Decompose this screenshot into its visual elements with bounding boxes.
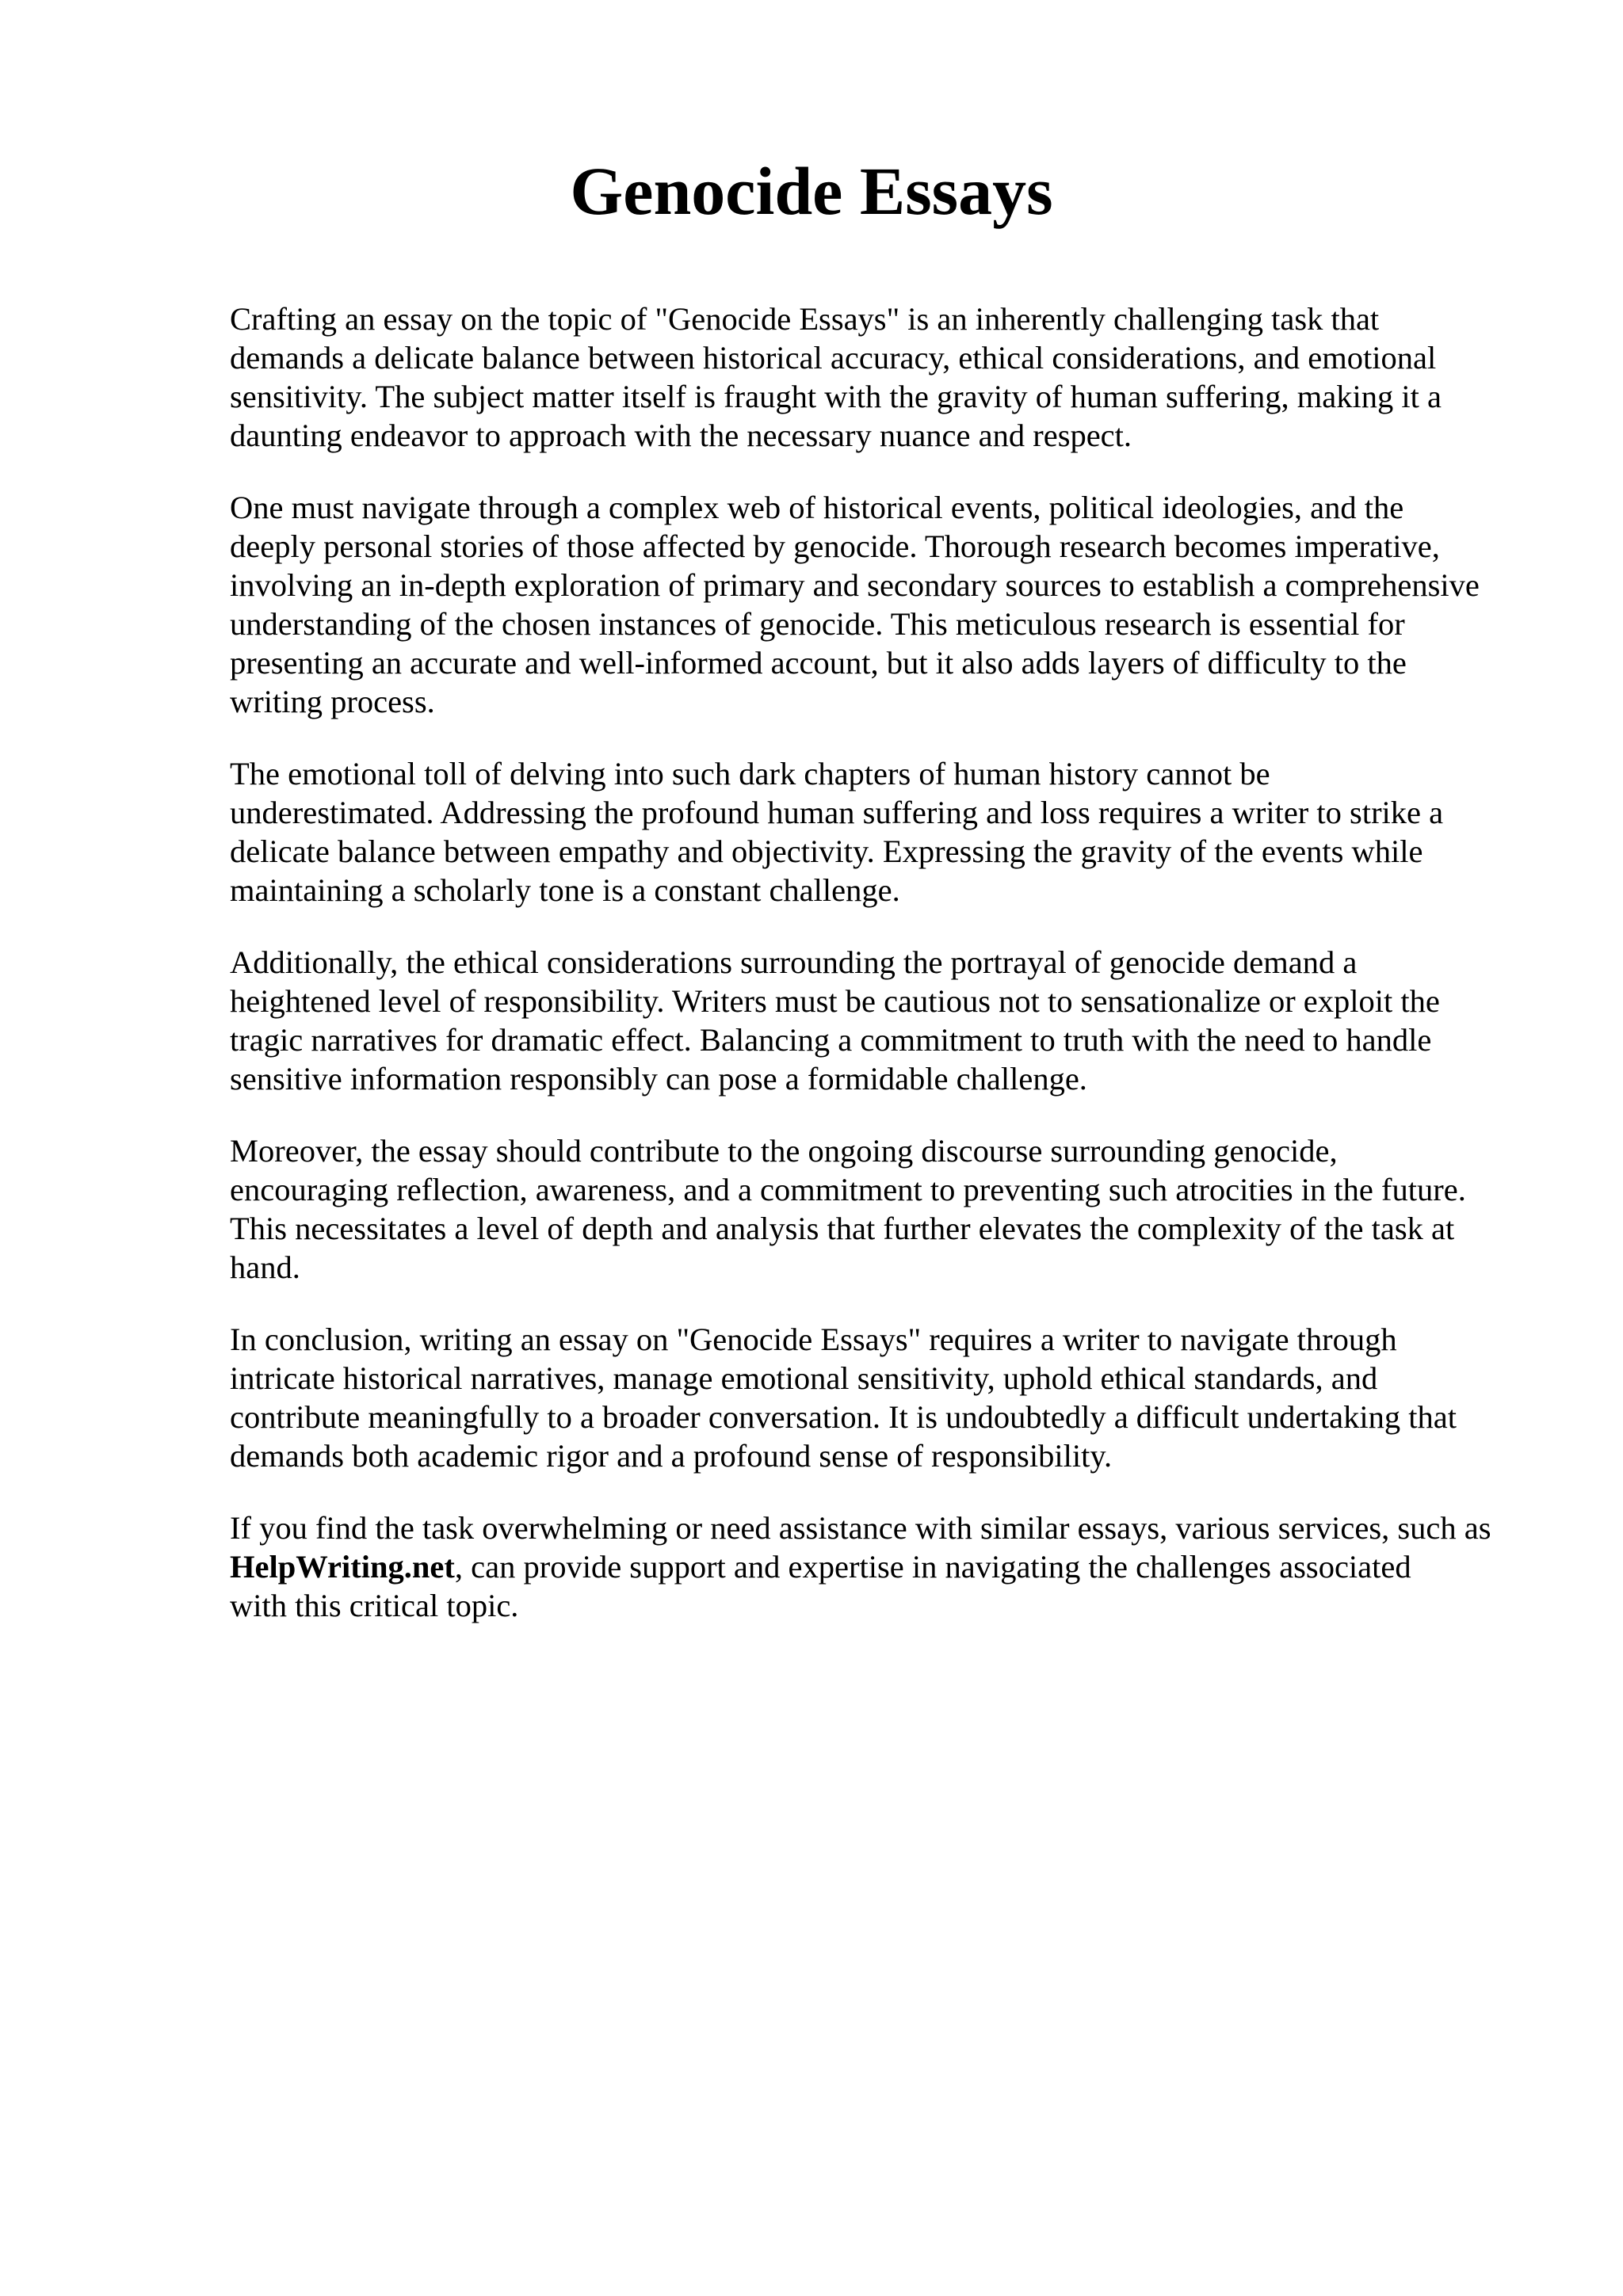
text-segment: , can provide support and expertise in navigating the challenges associated <box>454 1549 1411 1585</box>
text-line: writing process. <box>230 684 435 719</box>
paragraph-1 <box>230 299 1529 455</box>
document-title: Genocide Essays <box>570 153 1053 229</box>
text-line: One must navigate through a complex web of historical events, political ideologies, and the <box>230 490 1404 525</box>
paragraph-4 <box>230 943 1529 1098</box>
text-line: In conclusion, writing an essay on "Genocide Essays" requires a writer to navigate through <box>230 1322 1397 1357</box>
text-line: If you find the task overwhelming or need assistance with similar essays, various services, such as <box>230 1510 1491 1546</box>
paragraph-7 <box>230 1508 1529 1625</box>
text-line: tragic narratives for dramatic effect. Balancing a commitment to truth with the need to handle <box>230 1022 1432 1058</box>
text-line: understanding of the chosen instances of genocide. This meticulous research is essential for <box>230 606 1405 642</box>
text-line: Moreover, the essay should contribute to the ongoing discourse surrounding genocide, <box>230 1133 1338 1169</box>
text-line-with-link <box>230 1547 1529 1586</box>
text-line: deeply personal stories of those affected by genocide. Thorough research becomes imperative, <box>230 528 1440 564</box>
helpwriting-link[interactable]: HelpWriting.net <box>230 1549 455 1585</box>
text-line: demands both academic rigor and a profound sense of responsibility. <box>230 1438 1113 1474</box>
paragraph-6 <box>230 1320 1529 1475</box>
text-line: with this critical topic. <box>230 1588 519 1623</box>
text-line: daunting endeavor to approach with the necessary nuance and respect. <box>230 418 1132 453</box>
text-line: involving an in-depth exploration of primary and secondary sources to establish a comprehensive <box>230 567 1480 603</box>
text-line: delicate balance between empathy and objectivity. Expressing the gravity of the events while <box>230 833 1423 869</box>
text-line: contribute meaningfully to a broader conversation. It is undoubtedly a difficult undertaking that <box>230 1399 1457 1435</box>
text-line: This necessitates a level of depth and analysis that further elevates the complexity of the task at <box>230 1211 1455 1246</box>
text-line: Additionally, the ethical considerations surrounding the portrayal of genocide demand a <box>230 944 1358 980</box>
text-line: presenting an accurate and well-informed account, but it also adds layers of difficulty to the <box>230 645 1407 681</box>
text-line: heightened level of responsibility. Writers must be cautious not to sensationalize or exploit the <box>230 983 1440 1019</box>
text-line: demands a delicate balance between historical accuracy, ethical considerations, and emotional <box>230 340 1437 376</box>
paragraph-2 <box>230 488 1529 721</box>
paragraph-3 <box>230 754 1529 910</box>
text-line: sensitivity. The subject matter itself is fraught with the gravity of human suffering, making it a <box>230 379 1442 414</box>
text-line: The emotional toll of delving into such dark chapters of human history cannot be <box>230 756 1270 791</box>
text-line: underestimated. Addressing the profound human suffering and loss requires a writer to strike a <box>230 795 1444 830</box>
text-line: sensitive information responsibly can pose a formidable challenge. <box>230 1061 1087 1097</box>
text-line: intricate historical narratives, manage emotional sensitivity, uphold ethical standards, and <box>230 1360 1378 1396</box>
document-body <box>230 299 1529 1658</box>
text-line: hand. <box>230 1249 300 1285</box>
text-line: encouraging reflection, awareness, and a commitment to preventing such atrocities in the future. <box>230 1172 1466 1207</box>
text-line: maintaining a scholarly tone is a constant challenge. <box>230 872 900 908</box>
text-line: Crafting an essay on the topic of "Genocide Essays" is an inherently challenging task that <box>230 301 1380 337</box>
paragraph-5 <box>230 1131 1529 1287</box>
